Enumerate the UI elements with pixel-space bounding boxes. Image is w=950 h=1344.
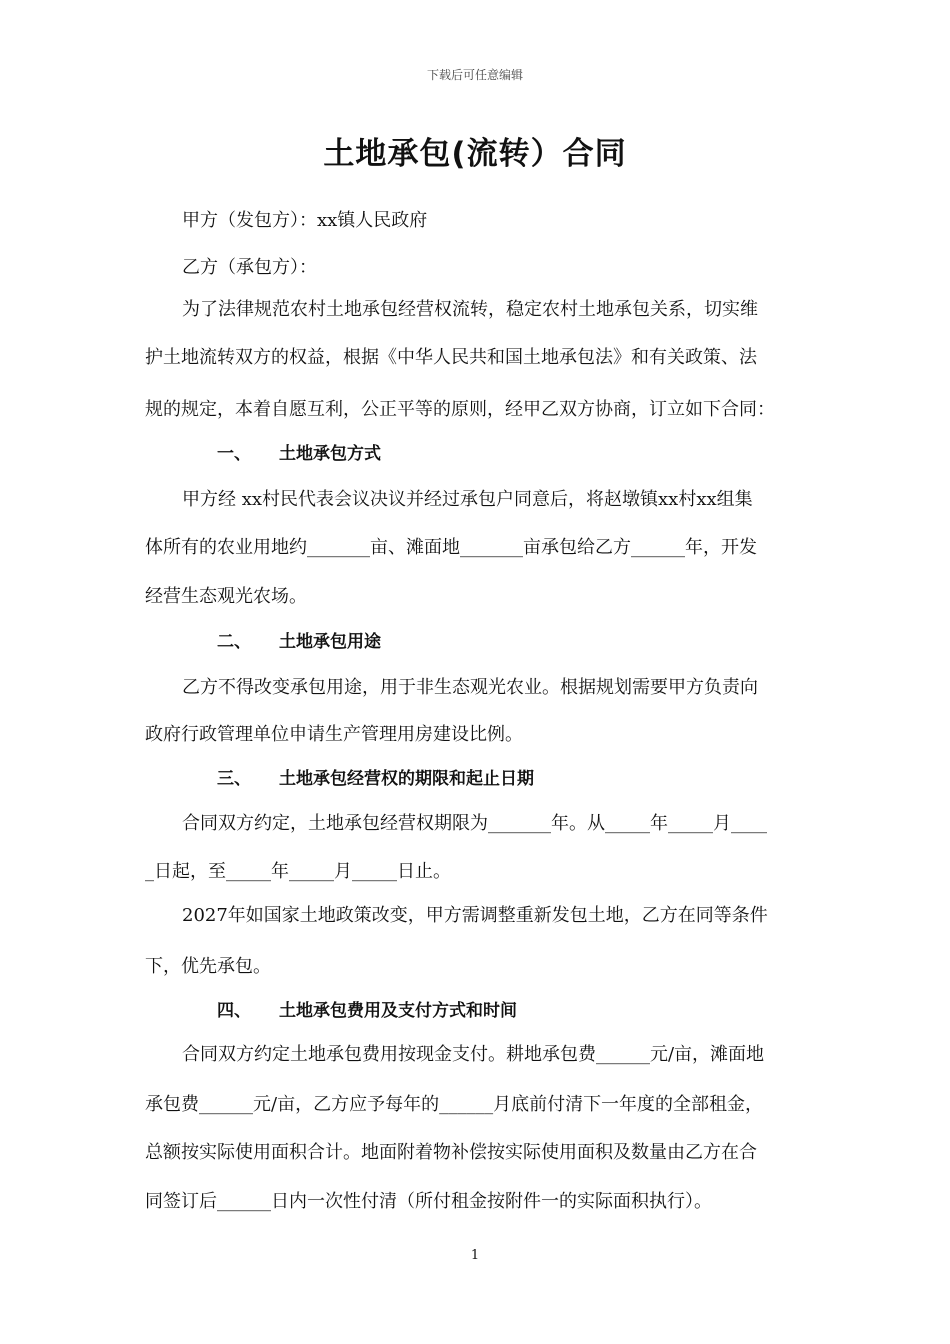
body-line: 同签订后______日内一次性付清（所付租金按附件一的实际面积执行）。	[145, 1191, 712, 1212]
section-title: 土地承包经营权的期限和起止日期	[279, 769, 534, 789]
body-line: _日起，至_____年_____月_____日止。	[145, 861, 451, 882]
body-line: 合同双方约定土地承包费用按现金支付。耕地承包费______元/亩，滩面地	[182, 1044, 765, 1065]
section-number: 一、	[217, 444, 251, 464]
header-note: 下载后可任意编辑	[426, 68, 523, 82]
section-heading	[217, 999, 517, 1023]
party-a-line: 甲方（发包方）：xx镇人民政府	[182, 210, 428, 231]
section-number: 三、	[217, 769, 251, 789]
page-number: 1	[470, 1248, 480, 1263]
body-line: 政府行政管理单位申请生产管理用房建设比例。	[145, 724, 523, 745]
body-line: 承包费______元/亩，乙方应予每年的______月底前付清下一年度的全部租金，	[145, 1094, 764, 1115]
section-title: 土地承包方式	[279, 444, 381, 464]
body-line: 甲方经 xx村民代表会议决议并经过承包户同意后，将赵墩镇xx村xx组集	[182, 489, 753, 510]
intro-line: 护土地流转双方的权益，根据《中华人民共和国土地承包法》和有关政策、法	[145, 347, 757, 368]
section-number: 二、	[217, 632, 251, 652]
section-heading	[217, 767, 534, 791]
intro-line: 规的规定，本着自愿互利，公正平等的原则，经甲乙双方协商，订立如下合同：	[145, 399, 775, 420]
body-line: 2027年如国家土地政策改变，甲方需调整重新发包土地，乙方在同等条件	[182, 905, 768, 926]
section-title: 土地承包费用及支付方式和时间	[279, 1001, 517, 1021]
section-heading	[217, 630, 381, 654]
body-line: 合同双方约定，土地承包经营权期限为_______年。从_____年_____月____	[182, 813, 767, 834]
section-number: 四、	[217, 1001, 251, 1021]
section-title: 土地承包用途	[279, 632, 381, 652]
document-title: 土地承包(流转）合同	[323, 136, 627, 172]
section-heading	[217, 442, 381, 466]
body-line: 下，优先承包。	[145, 956, 271, 977]
body-line: 体所有的农业用地约_______亩、滩面地_______亩承包给乙方______年，开发	[145, 537, 757, 558]
party-b-line: 乙方（承包方）：	[182, 257, 317, 278]
intro-line: 为了法律规范农村土地承包经营权流转，稳定农村土地承包关系，切实维	[182, 299, 758, 320]
body-line: 经营生态观光农场。	[145, 586, 307, 607]
body-line: 总额按实际使用面积合计。地面附着物补偿按实际使用面积及数量由乙方在合	[145, 1142, 757, 1163]
body-line: 乙方不得改变承包用途，用于非生态观光农业。根据规划需要甲方负责向	[182, 677, 758, 698]
